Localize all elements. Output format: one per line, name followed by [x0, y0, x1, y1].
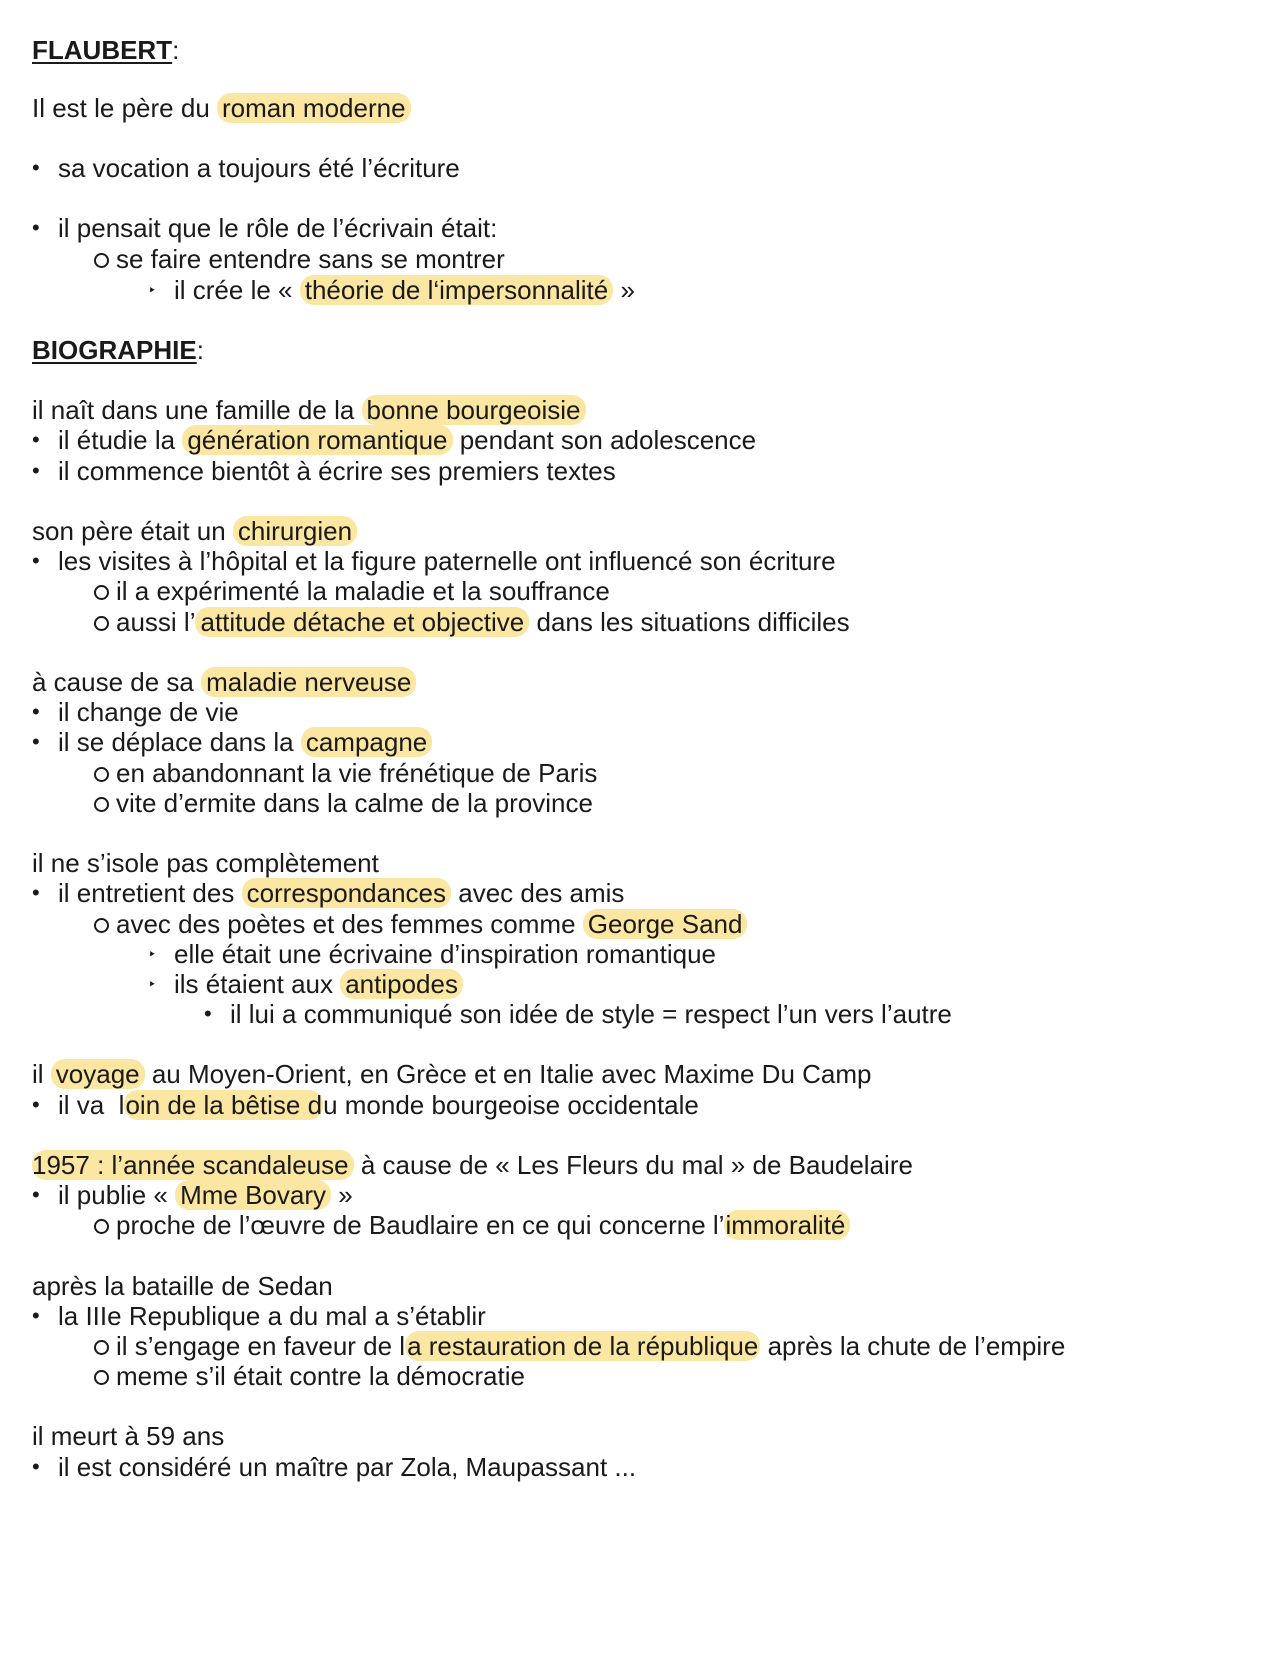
section-title: FLAUBERT — [32, 35, 173, 65]
sub-sub-bullet-item: ‣ ils étaient aux antipodes — [0, 968, 1280, 1000]
sub-bullet-item: meme s’il était contre la démocratie — [0, 1360, 1280, 1392]
bullet-icon: • — [32, 548, 40, 573]
bullet-item: • les visites à l’hôpital et la figure paternelle ont influencé son écriture — [32, 546, 836, 576]
highlight: campagne — [301, 727, 432, 757]
note-line: à cause de sa maladie nerveuse — [32, 666, 416, 698]
circle-bullet-icon — [94, 1370, 109, 1385]
circle-bullet-icon — [94, 1340, 109, 1355]
note-line: il voyage au Moyen-Orient, en Grèce et en Italie avec Maxime Du Camp — [32, 1059, 872, 1089]
highlight: oin de la bêtise d — [125, 1090, 323, 1120]
note-line: il meurt à 59 ans — [32, 1421, 225, 1451]
sub-bullet-item: aussi l’ attitude détache et objective dans les situations difficiles — [0, 606, 1280, 638]
bullet-icon: • — [32, 458, 40, 483]
note-line: Il est le père du roman moderne — [32, 92, 411, 124]
highlight: attitude détache et objective — [195, 607, 529, 637]
highlight: a restauration de la république — [407, 1331, 759, 1361]
sub-sub-bullet-item: ‣ il crée le « théorie de l‘impersonnalité » — [148, 275, 635, 305]
note-line: il ne s’isole pas complètement — [32, 848, 379, 878]
bullet-item: • il change de vie — [32, 697, 239, 727]
bullet-icon: • — [32, 427, 40, 452]
sub-bullet-item: vite d’ermite dans la calme de la province — [0, 787, 1280, 819]
highlight: correspondances — [242, 878, 451, 908]
circle-bullet-icon — [94, 767, 109, 782]
circle-bullet-icon — [94, 1219, 109, 1234]
bullet-icon: • — [32, 699, 40, 724]
circle-bullet-icon — [94, 918, 109, 933]
triangle-bullet-icon: ‣ — [148, 946, 157, 962]
section-title: BIOGRAPHIE — [32, 335, 197, 365]
circle-bullet-icon — [94, 616, 109, 631]
highlight: bonne bourgeoisie — [362, 395, 586, 425]
highlight: Mme Bovary — [175, 1180, 331, 1210]
sub-bullet-item: proche de l’œuvre de Baudlaire en ce qui concerne l’immoralité — [0, 1209, 1280, 1241]
bullet-item: • il publie « Mme Bovary » — [32, 1180, 353, 1210]
bullet-icon: • — [204, 1001, 212, 1026]
bullet-icon: • — [32, 155, 40, 180]
sub-bullet-item: avec des poètes et des femmes comme George Sand — [0, 908, 1280, 940]
triangle-bullet-icon: ‣ — [148, 282, 157, 298]
flaubert-heading: FLAUBERT: — [32, 35, 180, 65]
note-line: il naît dans une famille de la bonne bourgeoisie — [32, 394, 586, 426]
note-line: après la bataille de Sedan — [32, 1271, 333, 1301]
bullet-item: • il étudie la génération romantique pendant son adolescence — [32, 425, 757, 455]
note-line: 1957 : l’année scandaleuse à cause de « Les Fleurs du mal » de Baudelaire — [32, 1150, 913, 1180]
bullet-item: • il commence bientôt à écrire ses premiers textes — [32, 456, 616, 486]
bullet-icon: • — [32, 729, 40, 754]
sub-sub-bullet-item: ‣ elle était une écrivaine d’inspiration romantique — [148, 939, 716, 969]
bullet-item: • sa vocation a toujours été l’écriture — [32, 153, 460, 183]
bullet-icon: • — [32, 1182, 40, 1207]
bullet-item: • il pensait que le rôle de l’écrivain était: — [32, 213, 498, 243]
highlight: maladie nerveuse — [201, 667, 416, 697]
bullet-icon: • — [32, 215, 40, 240]
sub-bullet-item: en abandonnant la vie frénétique de Paris — [0, 757, 1280, 789]
bullet-item: • il va loin de la bêtise du monde bourgeoise occidentale — [32, 1090, 699, 1120]
highlight: roman moderne — [217, 93, 411, 123]
highlight: immoralité — [724, 1210, 850, 1240]
bullet-item: • la IIIe Republique a du mal a s’établir — [32, 1301, 486, 1331]
sub-bullet-item: il s’engage en faveur de la restauration de la république après la chute de l’empire — [0, 1330, 1280, 1362]
bullet-icon: • — [32, 1092, 40, 1117]
circle-bullet-icon — [94, 585, 109, 600]
highlight: voyage — [51, 1059, 145, 1089]
sub-bullet-item: se faire entendre sans se montrer — [0, 243, 1280, 275]
triangle-bullet-icon: ‣ — [148, 976, 157, 992]
highlight: chirurgien — [233, 516, 357, 546]
bullet-item: • il entretient des correspondances avec des amis — [32, 878, 625, 908]
bullet-item: • il se déplace dans la campagne — [0, 726, 1280, 758]
highlight: George Sand — [583, 909, 748, 939]
bullet-icon: • — [32, 880, 40, 905]
note-line: son père était un chirurgien — [32, 515, 357, 547]
biographie-heading: BIOGRAPHIE: — [32, 335, 204, 365]
highlight: 1957 : l’année scandaleuse — [32, 1150, 354, 1180]
bullet-icon: • — [32, 1303, 40, 1328]
circle-bullet-icon — [94, 797, 109, 812]
bullet-icon: • — [32, 1454, 40, 1479]
bullet-item: • il est considéré un maître par Zola, Maupassant ... — [32, 1452, 637, 1482]
sub-bullet-item: il a expérimenté la maladie et la souffrance — [0, 575, 1280, 607]
highlight: génération romantique — [182, 425, 452, 455]
level-4-bullet-item: • il lui a communiqué son idée de style = respect l’un vers l’autre — [204, 999, 952, 1029]
highlight: théorie de l‘impersonnalité — [300, 275, 614, 305]
circle-bullet-icon — [94, 253, 109, 268]
highlight: antipodes — [340, 969, 463, 999]
